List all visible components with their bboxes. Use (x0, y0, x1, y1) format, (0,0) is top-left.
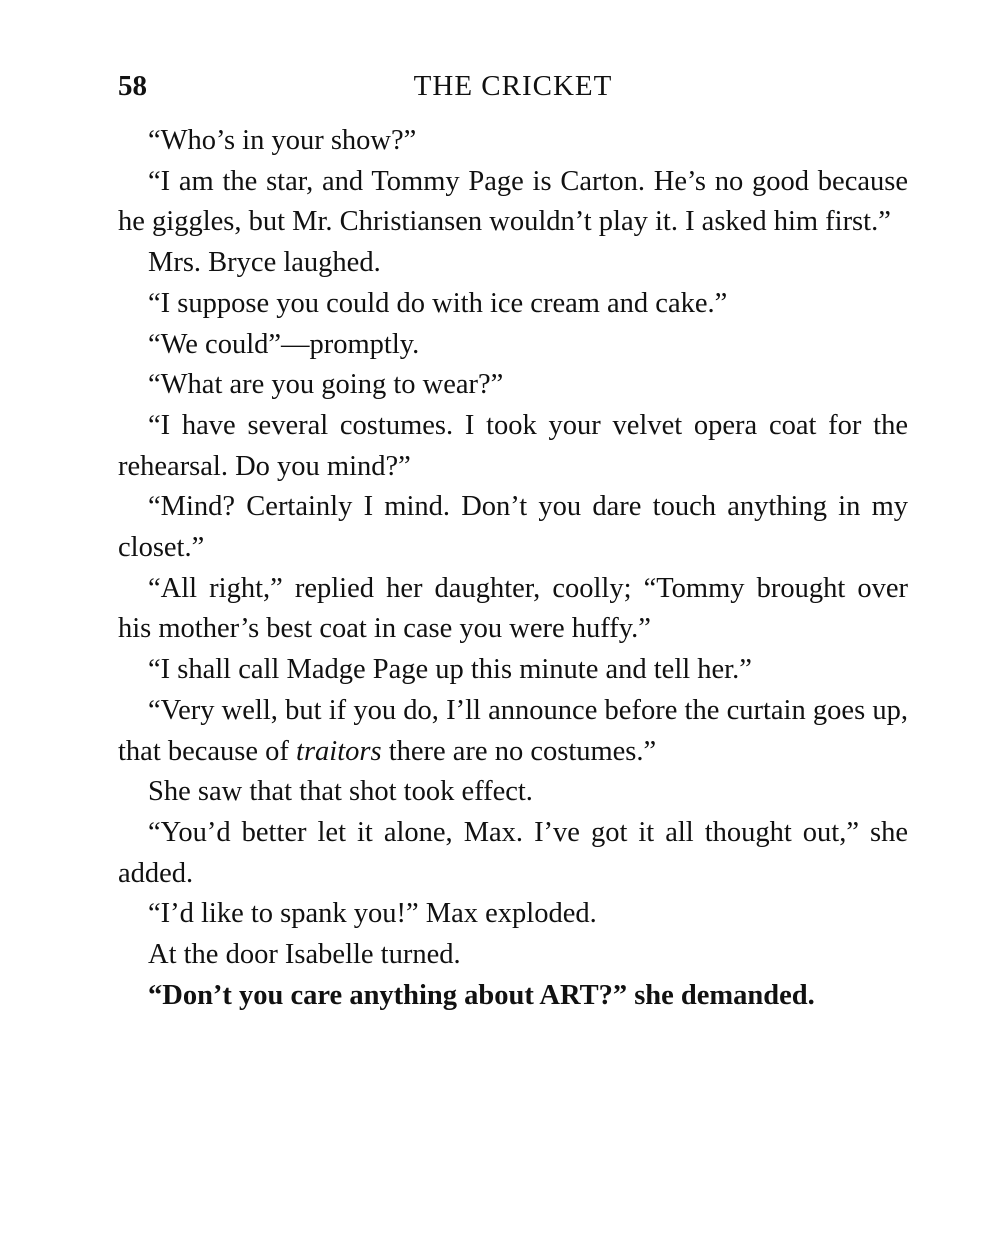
paragraph-11-start: “Very well, but if you do, I’ll announce before the curtain goes up, that because of (118, 694, 908, 767)
paragraph-15: At the door Isabelle turned. (148, 939, 461, 971)
paragraph-11-end: there are no costumes.” (381, 735, 657, 767)
paragraph-11 (118, 691, 908, 772)
paragraph-3: Mrs. Bryce laughed. (148, 247, 381, 279)
page-number: 58 (118, 70, 147, 102)
paragraph-5: “We could”—promptly. (148, 328, 420, 360)
paragraph-2: “I am the star, and Tommy Page is Carton. He’s no good because he giggles, but Mr. Christiansen wouldn’t play it. I asked him first.” (118, 165, 908, 238)
paragraph-16: “Don’t you care anything about ART?” she demanded. (148, 979, 815, 1011)
italic-word: traitors (296, 735, 382, 767)
paragraph-1: “Who’s in your show?” (148, 125, 417, 156)
paragraph-9: “All right,” replied her daughter, coolly; “Tommy brought over his mother’s best coat in case you were huffy.” (118, 572, 908, 645)
paragraph-4: “I suppose you could do with ice cream and cake.” (148, 287, 728, 319)
paragraph-14: “I’d like to spank you!” Max exploded. (148, 898, 597, 930)
page-header (118, 70, 908, 110)
page-text (118, 121, 908, 1016)
paragraph-6: “What are you going to wear?” (148, 369, 504, 401)
paragraph-7: “I have several costumes. I took your velvet opera coat for the rehearsal. Do you mind?” (118, 409, 908, 482)
paragraph-13: “You’d better let it alone, Max. I’ve got it all thought out,” she added. (118, 816, 908, 889)
paragraph-12: She saw that that shot took effect. (148, 776, 533, 808)
paragraph-8: “Mind? Certainly I mind. Don’t you dare touch anything in my closet.” (118, 491, 908, 564)
running-title: THE CRICKET (413, 70, 613, 102)
paragraph-10: “I shall call Madge Page up this minute and tell her.” (148, 654, 752, 686)
